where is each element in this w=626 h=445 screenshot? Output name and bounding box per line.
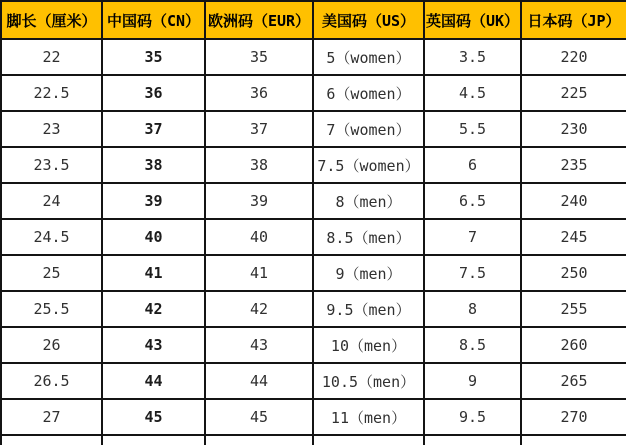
table-cell: [313, 435, 424, 445]
table-row: [1, 183, 626, 219]
table-cell: 42: [102, 291, 205, 327]
table-cell: 7.5: [424, 255, 521, 291]
table-cell: 230: [521, 111, 626, 147]
table-cell: 24: [1, 183, 102, 219]
table-cell: 3.5: [424, 39, 521, 75]
table-cell: 6: [424, 147, 521, 183]
table-cell: [1, 435, 102, 445]
column-header: 脚长（厘米）: [1, 1, 102, 39]
table-cell: 6（women）: [313, 75, 424, 111]
table-cell: 37: [102, 111, 205, 147]
table-row: [1, 39, 626, 75]
table-cell: 35: [102, 39, 205, 75]
table-cell: 40: [205, 219, 313, 255]
table-cell: 27: [1, 399, 102, 435]
table-cell: 7: [424, 219, 521, 255]
table-cell: 43: [102, 327, 205, 363]
table-cell: 225: [521, 75, 626, 111]
table-cell: 39: [205, 183, 313, 219]
table-row: [1, 255, 626, 291]
table-cell: 44: [205, 363, 313, 399]
table-cell: 26: [1, 327, 102, 363]
table-cell: 9（men）: [313, 255, 424, 291]
table-cell: 9.5（men）: [313, 291, 424, 327]
table-cell: 8.5（men）: [313, 219, 424, 255]
table-cell: 245: [521, 219, 626, 255]
table-header: [1, 1, 626, 39]
table-cell: 23: [1, 111, 102, 147]
table-row: [1, 291, 626, 327]
table-cell: 7（women）: [313, 111, 424, 147]
table-cell: 9: [424, 363, 521, 399]
table-cell: 42: [205, 291, 313, 327]
table-cell: 250: [521, 255, 626, 291]
table-cell: 45: [205, 399, 313, 435]
table-row: [1, 147, 626, 183]
table-cell: 36: [205, 75, 313, 111]
table-cell: 10（men）: [313, 327, 424, 363]
table-cell: 25: [1, 255, 102, 291]
table-cell: 10.5（men）: [313, 363, 424, 399]
table-cell: 26.5: [1, 363, 102, 399]
table-row: [1, 363, 626, 399]
table-cell: 35: [205, 39, 313, 75]
table-cell: 41: [205, 255, 313, 291]
table-cell: 39: [102, 183, 205, 219]
table-cell: 7.5（women）: [313, 147, 424, 183]
table-cell: [424, 435, 521, 445]
table-cell: 4.5: [424, 75, 521, 111]
column-header: 中国码（CN）: [102, 1, 205, 39]
table-cell: 22: [1, 39, 102, 75]
table-cell: 5（women）: [313, 39, 424, 75]
table-cell: 22.5: [1, 75, 102, 111]
table-cell: 38: [205, 147, 313, 183]
table-body: [1, 39, 626, 445]
table-row: [1, 399, 626, 435]
table-cell: 23.5: [1, 147, 102, 183]
table-row: [1, 219, 626, 255]
header-row: [1, 1, 626, 39]
table-cell: 38: [102, 147, 205, 183]
table-cell: 235: [521, 147, 626, 183]
table-cell: 8（men）: [313, 183, 424, 219]
column-header: 英国码（UK）: [424, 1, 521, 39]
table-cell: [102, 435, 205, 445]
table-cell: 220: [521, 39, 626, 75]
table-cell: 240: [521, 183, 626, 219]
table-cell: 5.5: [424, 111, 521, 147]
table-cell: 43: [205, 327, 313, 363]
table-cell: 41: [102, 255, 205, 291]
table-cell: 260: [521, 327, 626, 363]
table-cell: 36: [102, 75, 205, 111]
table-cell: 37: [205, 111, 313, 147]
table-cell: 11（men）: [313, 399, 424, 435]
table-row: [1, 111, 626, 147]
clipped-row: [1, 435, 626, 445]
table-cell: 265: [521, 363, 626, 399]
table-cell: 25.5: [1, 291, 102, 327]
table-row: [1, 327, 626, 363]
table-cell: 270: [521, 399, 626, 435]
table-cell: 255: [521, 291, 626, 327]
table-cell: [205, 435, 313, 445]
table-cell: [521, 435, 626, 445]
table-row: [1, 75, 626, 111]
table-cell: 24.5: [1, 219, 102, 255]
table-cell: 40: [102, 219, 205, 255]
table-cell: 9.5: [424, 399, 521, 435]
table-cell: 45: [102, 399, 205, 435]
table-cell: 6.5: [424, 183, 521, 219]
column-header: 日本码（JP）: [521, 1, 626, 39]
column-header: 美国码（US）: [313, 1, 424, 39]
table-cell: 8: [424, 291, 521, 327]
column-header: 欧洲码（EUR）: [205, 1, 313, 39]
table-cell: 44: [102, 363, 205, 399]
table-cell: 8.5: [424, 327, 521, 363]
